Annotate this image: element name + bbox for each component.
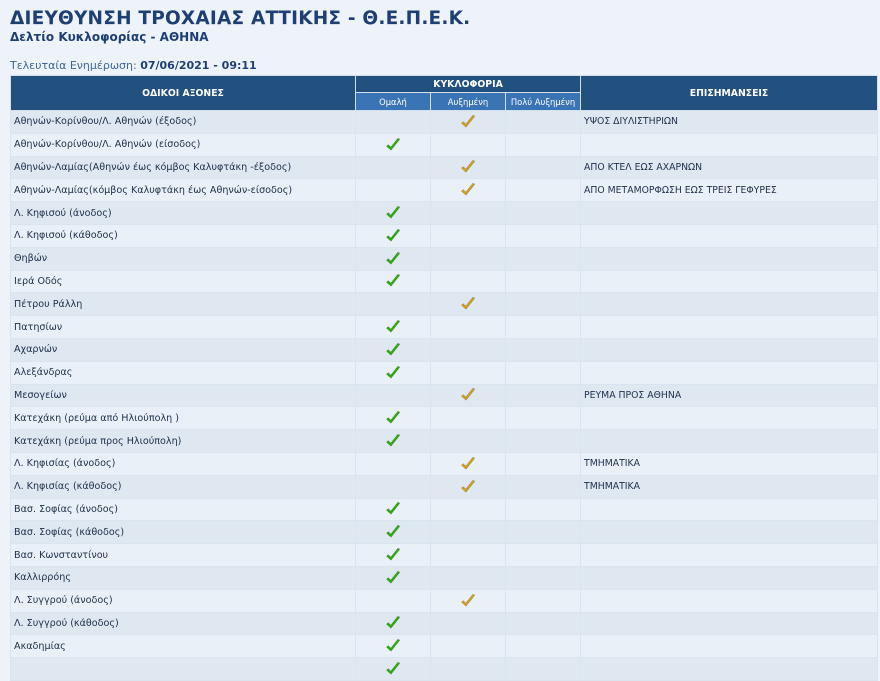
status-increased-cell bbox=[431, 566, 506, 589]
status-very-increased-cell bbox=[506, 202, 581, 225]
page-header bbox=[10, 8, 470, 45]
status-increased-cell bbox=[431, 430, 506, 453]
status-normal-cell bbox=[356, 293, 431, 316]
status-normal-cell bbox=[356, 589, 431, 612]
status-normal-cell bbox=[356, 544, 431, 567]
status-increased-cell bbox=[431, 293, 506, 316]
status-increased-cell bbox=[431, 224, 506, 247]
status-increased-cell bbox=[431, 156, 506, 179]
status-very-increased-cell bbox=[506, 338, 581, 361]
status-very-increased-cell bbox=[506, 635, 581, 658]
road-name: Λ. Κηφισίας (άνοδος) bbox=[11, 452, 356, 475]
status-normal-cell bbox=[356, 156, 431, 179]
check-icon bbox=[385, 410, 401, 426]
road-name: Αλεξάνδρας bbox=[11, 361, 356, 384]
status-very-increased-cell bbox=[506, 224, 581, 247]
road-name: Αθηνών-Κορίνθου/Λ. Αθηνών (είσοδος) bbox=[11, 133, 356, 156]
status-increased-cell bbox=[431, 111, 506, 134]
status-increased-cell bbox=[431, 247, 506, 270]
note bbox=[581, 202, 878, 225]
status-normal-cell bbox=[356, 475, 431, 498]
note bbox=[581, 361, 878, 384]
table-row bbox=[11, 293, 878, 316]
table-row bbox=[11, 498, 878, 521]
status-very-increased-cell bbox=[506, 247, 581, 270]
check-icon bbox=[385, 570, 401, 586]
status-normal-cell bbox=[356, 179, 431, 202]
table-row bbox=[11, 384, 878, 407]
status-increased-cell bbox=[431, 452, 506, 475]
status-increased-cell bbox=[431, 361, 506, 384]
road-name: Αθηνών-Λαμίας(Αθηνών έως κόμβος Καλυφτάκη -έξοδος) bbox=[11, 156, 356, 179]
check-icon bbox=[460, 114, 476, 130]
note bbox=[581, 635, 878, 658]
status-normal-cell bbox=[356, 111, 431, 134]
status-normal-cell bbox=[356, 316, 431, 339]
table-row bbox=[11, 247, 878, 270]
status-very-increased-cell bbox=[506, 179, 581, 202]
table-row bbox=[11, 521, 878, 544]
road-name: Βασ. Σοφίας (άνοδος) bbox=[11, 498, 356, 521]
road-name: Ακαδημίας bbox=[11, 635, 356, 658]
status-increased-cell bbox=[431, 133, 506, 156]
note: ΤΜΗΜΑΤΙΚΑ bbox=[581, 452, 878, 475]
note bbox=[581, 407, 878, 430]
status-increased-cell bbox=[431, 498, 506, 521]
road-name bbox=[11, 658, 356, 681]
status-normal-cell bbox=[356, 270, 431, 293]
road-name: Αθηνών-Λαμίας(κόμβος Καλυφτάκη έως Αθηνών-είσοδος) bbox=[11, 179, 356, 202]
road-name: Μεσογείων bbox=[11, 384, 356, 407]
status-normal-cell bbox=[356, 452, 431, 475]
note bbox=[581, 589, 878, 612]
table-row bbox=[11, 475, 878, 498]
road-name: Λ. Κηφισού (άνοδος) bbox=[11, 202, 356, 225]
table-row bbox=[11, 270, 878, 293]
road-name: Λ. Συγγρού (άνοδος) bbox=[11, 589, 356, 612]
check-icon bbox=[460, 479, 476, 495]
status-normal-cell bbox=[356, 133, 431, 156]
road-name: Κατεχάκη (ρεύμα προς Ηλιούπολη) bbox=[11, 430, 356, 453]
status-very-increased-cell bbox=[506, 384, 581, 407]
status-very-increased-cell bbox=[506, 452, 581, 475]
note bbox=[581, 566, 878, 589]
page-subtitle: Δελτίο Κυκλοφορίας - ΑΘΗΝΑ bbox=[10, 30, 209, 44]
check-icon bbox=[460, 159, 476, 175]
road-name: Θηβών bbox=[11, 247, 356, 270]
table-row bbox=[11, 430, 878, 453]
status-normal-cell bbox=[356, 247, 431, 270]
note bbox=[581, 338, 878, 361]
table-row bbox=[11, 316, 878, 339]
note: ΡΕΥΜΑ ΠΡΟΣ ΑΘΗΝΑ bbox=[581, 384, 878, 407]
status-normal-cell bbox=[356, 202, 431, 225]
status-very-increased-cell bbox=[506, 521, 581, 544]
table-row bbox=[11, 338, 878, 361]
note bbox=[581, 316, 878, 339]
note bbox=[581, 133, 878, 156]
check-icon bbox=[385, 228, 401, 244]
status-increased-cell bbox=[431, 475, 506, 498]
check-icon bbox=[385, 365, 401, 381]
note bbox=[581, 544, 878, 567]
check-icon bbox=[385, 615, 401, 631]
table-row bbox=[11, 407, 878, 430]
status-very-increased-cell bbox=[506, 544, 581, 567]
status-increased-cell bbox=[431, 316, 506, 339]
note bbox=[581, 224, 878, 247]
status-normal-cell bbox=[356, 566, 431, 589]
road-name: Λ. Κηφισού (κάθοδος) bbox=[11, 224, 356, 247]
table-row bbox=[11, 224, 878, 247]
table-row bbox=[11, 202, 878, 225]
table-row bbox=[11, 156, 878, 179]
table-row bbox=[11, 589, 878, 612]
table-row bbox=[11, 111, 878, 134]
status-normal-cell bbox=[356, 224, 431, 247]
note bbox=[581, 430, 878, 453]
status-very-increased-cell bbox=[506, 133, 581, 156]
status-increased-cell bbox=[431, 384, 506, 407]
status-increased-cell bbox=[431, 589, 506, 612]
note: ΤΜΗΜΑΤΙΚΑ bbox=[581, 475, 878, 498]
header-increased: Αυξημένη bbox=[431, 93, 506, 111]
note bbox=[581, 498, 878, 521]
note: ΥΨΟΣ ΔΙΥΛΙΣΤΗΡΙΩΝ bbox=[581, 111, 878, 134]
status-increased-cell bbox=[431, 270, 506, 293]
status-normal-cell bbox=[356, 521, 431, 544]
status-very-increased-cell bbox=[506, 111, 581, 134]
road-name: Κατεχάκη (ρεύμα από Ηλιούπολη ) bbox=[11, 407, 356, 430]
last-update bbox=[10, 59, 257, 72]
check-icon bbox=[385, 205, 401, 221]
check-icon bbox=[460, 182, 476, 198]
check-icon bbox=[460, 296, 476, 312]
status-very-increased-cell bbox=[506, 589, 581, 612]
status-increased-cell bbox=[431, 658, 506, 681]
status-increased-cell bbox=[431, 544, 506, 567]
status-normal-cell bbox=[356, 361, 431, 384]
note bbox=[581, 247, 878, 270]
note bbox=[581, 612, 878, 635]
check-icon bbox=[385, 319, 401, 335]
status-very-increased-cell bbox=[506, 430, 581, 453]
check-icon bbox=[385, 433, 401, 449]
status-very-increased-cell bbox=[506, 407, 581, 430]
table-row bbox=[11, 544, 878, 567]
traffic-table bbox=[10, 75, 878, 681]
status-normal-cell bbox=[356, 407, 431, 430]
status-very-increased-cell bbox=[506, 498, 581, 521]
table-row bbox=[11, 635, 878, 658]
check-icon bbox=[460, 387, 476, 403]
status-normal-cell bbox=[356, 658, 431, 681]
road-name: Καλλιρρόης bbox=[11, 566, 356, 589]
road-name: Βασ. Σοφίας (κάθοδος) bbox=[11, 521, 356, 544]
check-icon bbox=[385, 638, 401, 654]
page-title: ΔΙΕΥΘΥΝΣΗ ΤΡΟΧΑΙΑΣ ΑΤΤΙΚΗΣ - Θ.Ε.Π.Ε.Κ. bbox=[10, 8, 471, 29]
status-normal-cell bbox=[356, 338, 431, 361]
table-row bbox=[11, 566, 878, 589]
status-very-increased-cell bbox=[506, 475, 581, 498]
check-icon bbox=[385, 547, 401, 563]
status-increased-cell bbox=[431, 338, 506, 361]
status-normal-cell bbox=[356, 635, 431, 658]
note bbox=[581, 293, 878, 316]
status-normal-cell bbox=[356, 498, 431, 521]
status-increased-cell bbox=[431, 202, 506, 225]
table-row bbox=[11, 179, 878, 202]
last-update-label: Τελευταία Ενημέρωση: bbox=[10, 59, 137, 72]
traffic-rows bbox=[11, 111, 878, 681]
status-normal-cell bbox=[356, 612, 431, 635]
road-name: Αθηνών-Κορίνθου/Λ. Αθηνών (έξοδος) bbox=[11, 111, 356, 134]
check-icon bbox=[385, 524, 401, 540]
header-notes: ΕΠΙΣΗΜΑΝΣΕΙΣ bbox=[581, 76, 878, 111]
table-row bbox=[11, 452, 878, 475]
header-very-increased: Πολύ Αυξημένη bbox=[506, 93, 581, 111]
status-increased-cell bbox=[431, 179, 506, 202]
status-very-increased-cell bbox=[506, 156, 581, 179]
status-very-increased-cell bbox=[506, 270, 581, 293]
road-name: Πέτρου Ράλλη bbox=[11, 293, 356, 316]
check-icon bbox=[385, 342, 401, 358]
note bbox=[581, 270, 878, 293]
status-increased-cell bbox=[431, 612, 506, 635]
status-increased-cell bbox=[431, 521, 506, 544]
status-very-increased-cell bbox=[506, 293, 581, 316]
status-very-increased-cell bbox=[506, 361, 581, 384]
road-name: Αχαρνών bbox=[11, 338, 356, 361]
check-icon bbox=[460, 456, 476, 472]
check-icon bbox=[385, 661, 401, 677]
check-icon bbox=[385, 273, 401, 289]
table-row bbox=[11, 612, 878, 635]
check-icon bbox=[385, 137, 401, 153]
road-name: Ιερά Οδός bbox=[11, 270, 356, 293]
road-name: Βασ. Κωνσταντίνου bbox=[11, 544, 356, 567]
status-normal-cell bbox=[356, 430, 431, 453]
table-row bbox=[11, 361, 878, 384]
status-very-increased-cell bbox=[506, 658, 581, 681]
header-roads: ΟΔΙΚΟΙ ΑΞΟΝΕΣ bbox=[11, 76, 356, 111]
note: ΑΠΟ ΜΕΤΑΜΟΡΦΩΣΗ ΕΩΣ ΤΡΕΙΣ ΓΕΦΥΡΕΣ bbox=[581, 179, 878, 202]
header-normal: Ομαλή bbox=[356, 93, 431, 111]
note bbox=[581, 521, 878, 544]
note bbox=[581, 658, 878, 681]
header-traffic: ΚΥΚΛΟΦΟΡΙΑ bbox=[356, 76, 581, 93]
road-name: Πατησίων bbox=[11, 316, 356, 339]
status-increased-cell bbox=[431, 407, 506, 430]
check-icon bbox=[385, 501, 401, 517]
check-icon bbox=[460, 593, 476, 609]
status-increased-cell bbox=[431, 635, 506, 658]
table-row bbox=[11, 658, 878, 681]
table-row bbox=[11, 133, 878, 156]
status-normal-cell bbox=[356, 384, 431, 407]
check-icon bbox=[385, 251, 401, 267]
status-very-increased-cell bbox=[506, 566, 581, 589]
note: ΑΠΟ ΚΤΕΛ ΕΩΣ ΑΧΑΡΝΩΝ bbox=[581, 156, 878, 179]
road-name: Λ. Συγγρού (κάθοδος) bbox=[11, 612, 356, 635]
status-very-increased-cell bbox=[506, 316, 581, 339]
road-name: Λ. Κηφισίας (κάθοδος) bbox=[11, 475, 356, 498]
status-very-increased-cell bbox=[506, 612, 581, 635]
last-update-value: 07/06/2021 - 09:11 bbox=[140, 59, 257, 72]
